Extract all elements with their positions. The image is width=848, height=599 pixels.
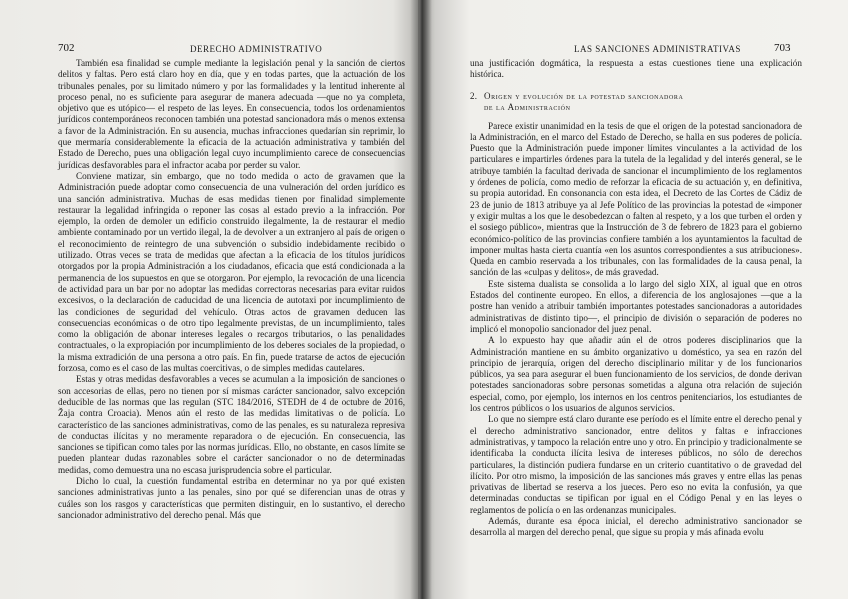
paragraph: A lo expuesto hay que añadir aún el de otros poderes disciplinarios que la Administración mantiene en su ámbito organizativo u doméstico, ya sea en razón del principio de jerarquía, origen del derecho disciplinario militar y de los funcionarios públicos, ya sea para asegurar el buen funcionamiento de los servicios, de donde derivan potestades sancionadoras sobre personas sometidas a alguna otra relación de sujeción especial, como, por ejemplo, los internos en los centros penitenciarios, los estudiantes de los centros públicos o los usuarios de algunos servicios. — [470, 335, 802, 414]
paragraph: Lo que no siempre está claro durante ese período es el límite entre el derecho penal y el derecho administrativo sancionador, entre delitos y faltas e infracciones administrativas, y tampoco la relación entre uno y otro. En principio y tradicionalmente se identificaba la conducta ilícita lesiva de intereses públicos, no sólo de derechos particulares, la distinción pudiera fundarse en un criterio cuantitativo o de gravedad del ilícito. Por otro mismo, la imposición de las sanciones más graves y entre ellas las penas privativas de libertad se reserva a los jueces. Pero eso no evita la confusión, ya que determinadas conductas se tipifican por igual en el Código Penal y en las leyes o reglamentos de policía o en las ordenanzas municipales. — [470, 414, 802, 515]
paragraph: Estas y otras medidas desfavorables a veces se acumulan a la imposición de sanciones o son accesorias de ellas, pero no tienen por sí mismas carácter sancionador, salvo excepción deducible de las normas que las regulan (STC 184/2016, STEDH de 4 de octubre de 2016, Žaja contra Croacia). Menos aún el resto de las medidas limitativas o de policía. Lo característico de las sanciones administrativas, como de las penales, es su naturaleza represiva de conductas ilícitas y no meramente reparadora o de ejecución. En consecuencia, las sanciones se tipifican como tales por las normas jurídicas. Ello, no obstante, en casos límite se pueden plantear dudas razonables sobre el carácter sancionador o no de determinadas medidas, como demuestra una no escasa jurisprudencia sobre el particular. — [58, 374, 405, 475]
section-title-line2: de la Administración — [484, 101, 571, 112]
left-running-head: DERECHO ADMINISTRATIVO — [190, 44, 323, 54]
paragraph: Además, durante esa época inicial, el derecho administrativo sancionador se desarrolla al margen del derecho penal, que sigue su propia y más afinada evolu — [470, 515, 802, 538]
right-running-head: LAS SANCIONES ADMINISTRATIVAS — [574, 44, 741, 54]
paragraph: También esa finalidad se cumple mediante la legislación penal y la sanción de ciertos delitos y faltas. Pero está claro hoy en día, que y en todas partes, que la actuación de los tribunales penales, por su limitado número y por las formalidades y la lentitud inherente al proceso penal, no es suficiente para asegurar de manera adecuada —que no ya completa, objetivo que es utópico— el respeto de las leyes. En consecuencia, todos los ordenamientos jurídicos contemporáneos reconocen también una potestad sancionadora más o menos extensa a favor de la Administración. En su ausencia, muchas infracciones quedarían sin reprimir, lo que mermaría considerablemente la eficacia de la actuación administrativa y también del Estado de Derecho, pues una obligación legal cuyo incumplimiento carece de consecuencias jurídicas desfavorables para el infractor acaba por perder su valor. — [58, 58, 405, 170]
paragraph: Este sistema dualista se consolida a lo largo del siglo XIX, al igual que en otros Estados del continente europeo. En ellos, a diferencia de los anglosajones —que a la postre han venido a atribuir también importantes potestades sancionadoras a autoridades administrativas de distinto tipo—, el principio de división o separación de poderes no implicó el monopolio sancionador del juez penal. — [470, 278, 802, 334]
left-page-number: 702 — [58, 42, 75, 54]
left-text-column — [58, 58, 405, 521]
paragraph: Dicho lo cual, la cuestión fundamental estriba en determinar no ya por qué existen sanciones administrativas junto a las penales, sino por qué se diferencian unas de otras y cuáles son los rasgos y características que permiten distinguir, en lo sustantivo, el derecho sancionador administrativo del derecho penal. Más que — [58, 475, 405, 520]
right-page-number: 703 — [774, 42, 791, 54]
right-page — [418, 0, 848, 599]
section-number: 2. — [470, 90, 478, 101]
left-page — [0, 0, 418, 599]
section-title-line1: Origen y evolución de la potestad sancionadora — [484, 90, 684, 101]
book-gutter-shadow — [410, 0, 432, 599]
paragraph: Parece existir unanimidad en la tesis de que el origen de la potestad sancionadora de la Administración, en el marco del Estado de Derecho, se halla en sus poderes de policía. Puesto que la Administración puede imponer límites vinculantes a la actividad de los particulares e impartirles órdenes para la tutela de la legalidad y del interés general, se le atribuye también la facultad derivada de sancionar el incumplimiento de los reglamentos y órdenes de policía, como medio de reforzar la eficacia de su actuación y, en definitiva, su propia autoridad. En consonancia con esta idea, el Decreto de las Cortes de Cádiz de 23 de junio de 1813 atribuye ya al Jefe Político de las provincias la potestad de «imponer y exigir multas a los que le desobedezcan o falten al respeto, y a los que turben el orden y el sosiego público», mientras que la Instrucción de 3 de febrero de 1823 para el gobierno económico-político de las provincias confiere también a los ayuntamientos la facultad de imponer multas hasta cierta cuantía «en los asuntos correspondientes a sus atribuciones». Queda en cambio reservada a los tribunales, con las formalidades de la causa penal, la sanción de las «culpas y delitos», de más gravedad. — [470, 120, 802, 278]
right-text-column — [470, 58, 802, 539]
paragraph: Conviene matizar, sin embargo, que no todo medida o acto de gravamen que la Administración puede adoptar como consecuencia de una vulneración del orden jurídico es una sanción administrativa. Muchas de esas medidas tienen por finalidad simplemente restaurar la legalidad infringida o reponer las cosas al estado previo a la infracción. Por ejemplo, la orden de demoler un edificio construido ilegalmente, la de restaurar el medio ambiente contaminado por un vertido ilegal, la de devolver a un extranjero al país de origen o el reconocimiento de reintegro de una subvención o subsidio indebidamente recibido o utilizado. Otras veces se trata de medidas que afectan a la eficacia de los títulos jurídicos otorgados por la propia Administración a los ciudadanos, eficacia que está condicionada a la permanencia de los supuestos en que se otorgaron. Por ejemplo, la revocación de una licencia de actividad para un bar por no adoptar las medidas correctoras necesarias para evitar ruidos excesivos, o la declaración de caducidad de una licencia de autotaxi por incumplimiento de las condiciones de seguridad del vehículo. Otras actos de gravamen deducen las consecuencias económicas o de otro tipo legalmente previstas, de un incumplimiento, tales como la obligación de abonar intereses legales o recargos tributarios, o las penalidades contractuales, o la expropiación por incumplimiento de los deberes sociales de la propiedad, o la misma extradición de una persona a otro país. En fin, puede tratarse de actos de ejecución forzosa, como es el caso de las multas coercitivas, o de simples medidas cautelares. — [58, 170, 405, 374]
continuation-paragraph: una justificación dogmática, la respuesta a estas cuestiones tiene una explicación histórica. — [470, 58, 802, 80]
section-heading — [470, 91, 802, 113]
